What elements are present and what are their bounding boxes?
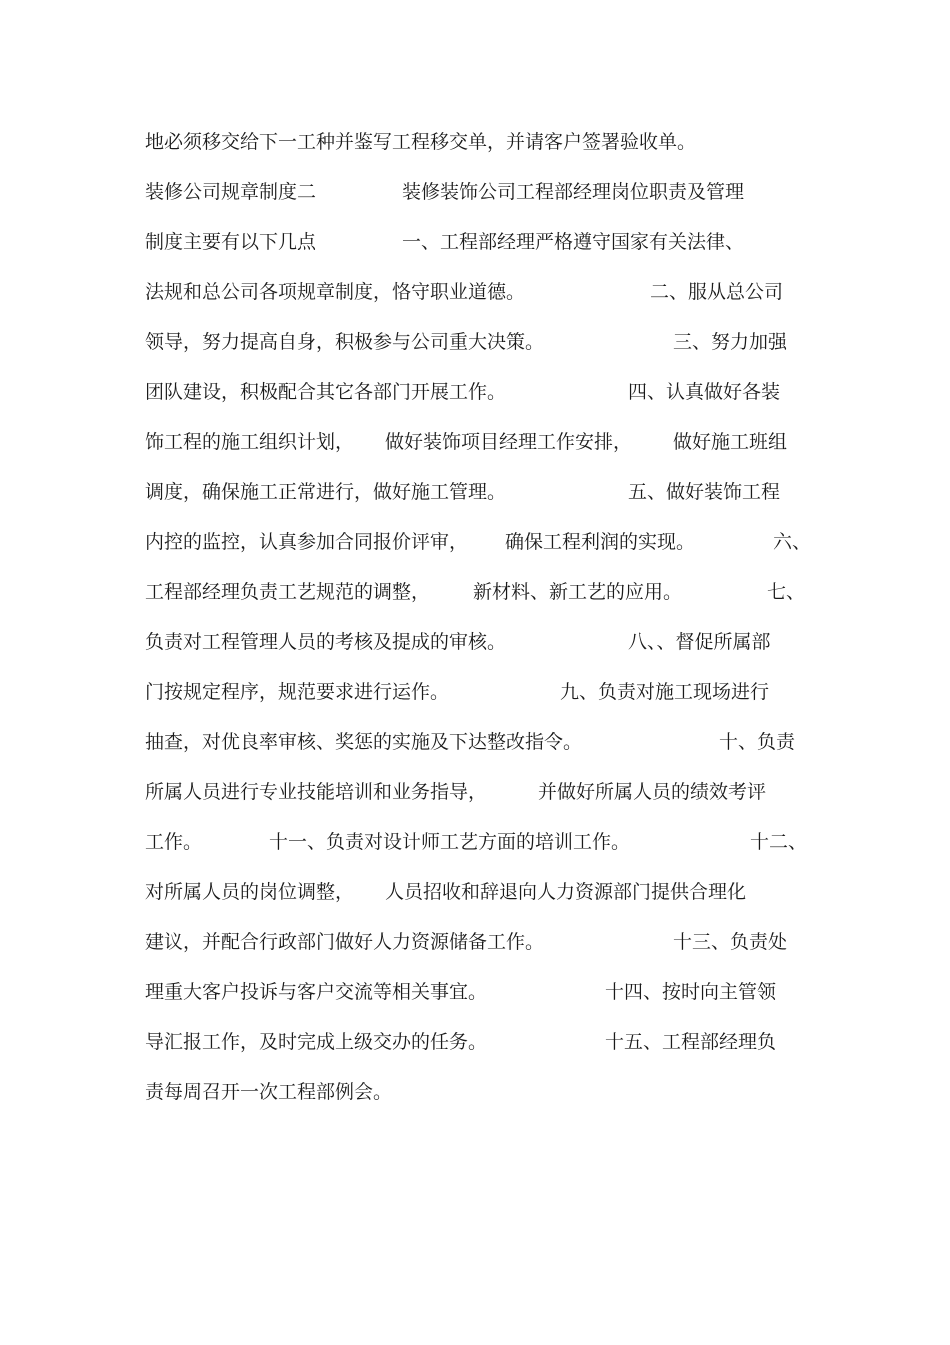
text-line [145, 577, 810, 607]
text-segment: 导汇报工作，及时完成上级交办的任务。 [145, 1031, 488, 1053]
text-line [145, 677, 810, 707]
text-line [145, 727, 810, 757]
text-segment: 八、、督促所属部 [628, 631, 771, 653]
text-segment: 十、负责 [719, 731, 796, 753]
text-segment: 所属人员进行专业技能培训和业务指导， [145, 781, 488, 803]
text-line [145, 927, 810, 957]
text-segment: 理重大客户投诉与客户交流等相关事宜。 [145, 981, 488, 1003]
text-segment: 三、努力加强 [673, 331, 788, 353]
text-segment: 装修装饰公司工程部经理岗位职责及管理 [402, 181, 745, 203]
text-segment: 地必须移交给下一工种并鉴写工程移交单，并请客户签署验收单。 [145, 131, 697, 153]
text-segment: 新材料、新工艺的应用。 [473, 581, 683, 603]
text-segment: 十五、工程部经理负 [605, 1031, 777, 1053]
text-segment: 做好装饰项目经理工作安排， [385, 431, 633, 453]
text-segment: 七、 [767, 581, 806, 603]
text-segment: 九、负责对施工现场进行 [560, 681, 770, 703]
text-segment: 饰工程的施工组织计划， [145, 431, 355, 453]
text-line [145, 977, 810, 1007]
text-segment: 门按规定程序，规范要求进行运作。 [145, 681, 450, 703]
text-segment: 对所属人员的岗位调整， [145, 881, 355, 903]
text-line [145, 477, 810, 507]
text-segment: 领导，努力提高自身，积极参与公司重大决策。 [145, 331, 545, 353]
text-segment: 一、工程部经理严格遵守国家有关法律、 [402, 231, 745, 253]
text-line [145, 1077, 810, 1107]
text-line [145, 777, 810, 807]
text-segment: 人员招收和辞退向人力资源部门提供合理化 [385, 881, 747, 903]
text-segment: 装修公司规章制度二 [145, 181, 317, 203]
text-line [145, 277, 810, 307]
text-segment: 工程部经理负责工艺规范的调整， [145, 581, 431, 603]
text-line [145, 177, 810, 207]
text-line [145, 877, 810, 907]
text-segment: 做好施工班组 [673, 431, 788, 453]
text-segment: 六、 [773, 531, 812, 553]
text-segment: 五、做好装饰工程 [628, 481, 781, 503]
text-segment: 责每周召开一次工程部例会。 [145, 1081, 393, 1103]
text-segment: 建议，并配合行政部门做好人力资源储备工作。 [145, 931, 545, 953]
text-segment: 十二、 [750, 831, 808, 853]
text-segment: 十一、负责对设计师工艺方面的培训工作。 [269, 831, 631, 853]
text-line [145, 627, 810, 657]
text-segment: 制度主要有以下几点 [145, 231, 317, 253]
text-segment: 十四、按时向主管领 [605, 981, 777, 1003]
text-segment: 团队建设，积极配合其它各部门开展工作。 [145, 381, 507, 403]
text-segment: 四、认真做好各装 [628, 381, 781, 403]
text-line [145, 127, 810, 157]
text-line [145, 427, 810, 457]
text-line [145, 227, 810, 257]
text-segment: 负责对工程管理人员的考核及提成的审核。 [145, 631, 507, 653]
text-segment: 调度，确保施工正常进行，做好施工管理。 [145, 481, 507, 503]
text-line [145, 527, 810, 557]
text-segment: 抽查，对优良率审核、奖惩的实施及下达整改指令。 [145, 731, 583, 753]
text-segment: 内控的监控，认真参加合同报价评审， [145, 531, 469, 553]
text-segment: 二、服从总公司 [650, 281, 784, 303]
text-segment: 确保工程利润的实现。 [505, 531, 696, 553]
text-line [145, 1027, 810, 1057]
text-line [145, 827, 810, 857]
text-segment: 法规和总公司各项规章制度，恪守职业道德。 [145, 281, 526, 303]
text-segment: 并做好所属人员的绩效考评 [538, 781, 767, 803]
text-line [145, 377, 810, 407]
text-segment: 十三、负责处 [673, 931, 788, 953]
text-segment: 工作。 [145, 831, 203, 853]
text-line [145, 327, 810, 357]
